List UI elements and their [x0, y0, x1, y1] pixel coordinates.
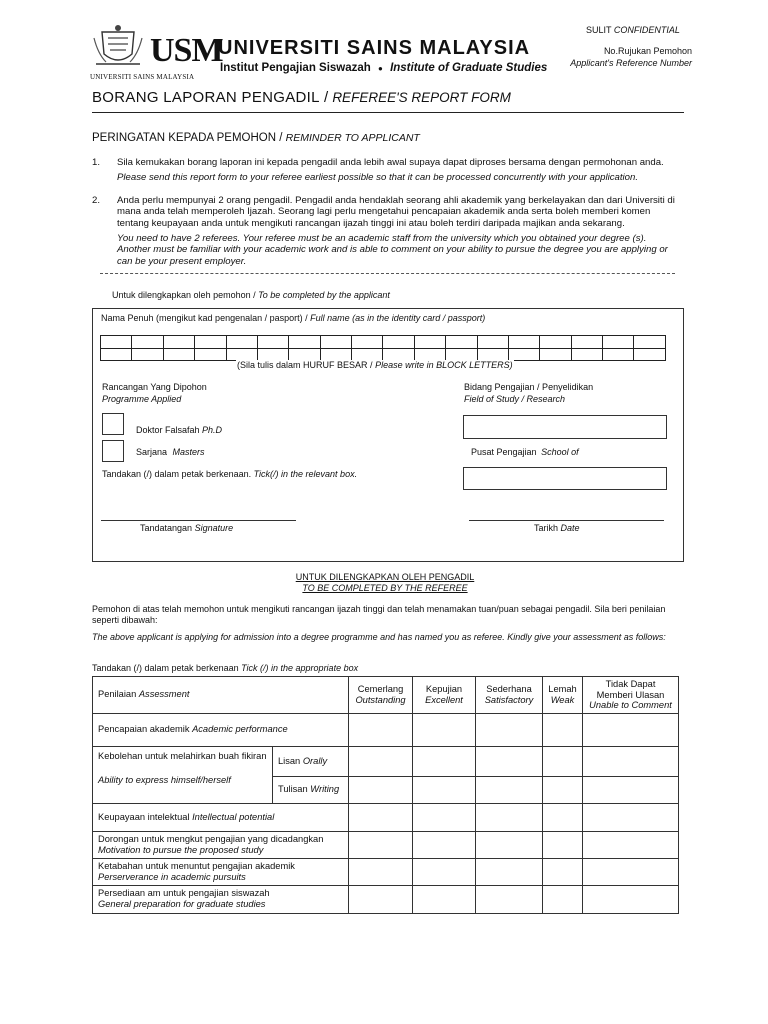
programme-ms: Rancangan Yang Dipohon: [102, 382, 207, 392]
tick-cell-unable[interactable]: [583, 713, 679, 746]
header-assessment: [93, 677, 349, 714]
perseverance-en: Perserverance in academic pursuits: [98, 871, 246, 882]
letter-cell[interactable]: [352, 348, 383, 361]
tick-cell-outstanding[interactable]: [349, 776, 413, 803]
motivation-ms: Dorongan untuk mengkut pengajian yang dicadangkan: [98, 833, 324, 844]
writing-ms: Tulisan: [278, 784, 308, 794]
tick-cell-excellent[interactable]: [413, 713, 476, 746]
school-en: School of: [541, 447, 579, 457]
col-outstanding-en: Outstanding: [355, 694, 406, 705]
signature-label: [140, 523, 233, 534]
tick-cell-unable[interactable]: [583, 831, 679, 858]
block-en: Please write in BLOCK LETTERS): [375, 360, 513, 370]
letter-cell[interactable]: [257, 336, 288, 349]
date-ms: Tarikh: [534, 523, 559, 533]
signature-line[interactable]: [101, 520, 296, 521]
grid-row[interactable]: [101, 336, 666, 349]
letter-cell[interactable]: [257, 348, 288, 361]
section-divider: [100, 273, 675, 274]
applicant-instruction-en: To be completed by the applicant: [258, 290, 390, 300]
letter-cell[interactable]: [101, 336, 132, 349]
letter-cell[interactable]: [289, 336, 320, 349]
date-label: [534, 523, 580, 534]
col-outstanding-ms: Cemerlang: [357, 683, 404, 694]
reminder-heading-ms: PERINGATAN KEPADA PEMOHON: [92, 132, 277, 144]
tick-cell-weak[interactable]: [543, 746, 583, 776]
letter-cell[interactable]: [383, 348, 414, 361]
row-label-preparation: [93, 885, 349, 913]
assessment-table: [92, 676, 678, 914]
letter-cell[interactable]: [414, 336, 445, 349]
letter-cell[interactable]: [352, 336, 383, 349]
letter-cell[interactable]: [603, 336, 634, 349]
assessment-tick-en: Tick (/) in the appropriate box: [241, 663, 359, 673]
academic-ms: Pencapaian akademik: [98, 724, 190, 734]
tick-cell-weak[interactable]: [543, 776, 583, 803]
signature-en: Signature: [194, 523, 234, 533]
masters-en: Masters: [172, 447, 205, 457]
sulit-text: SULIT: [586, 25, 612, 35]
col-unable-en: Unable to Comment: [589, 700, 672, 710]
row-label-writing: [273, 776, 349, 803]
masters-checkbox[interactable]: [102, 440, 124, 462]
usm-mark: USM: [150, 32, 223, 69]
letter-cell[interactable]: [132, 336, 163, 349]
preparation-en: General preparation for graduate studies: [98, 899, 266, 909]
masters-ms: Sarjana: [136, 447, 168, 457]
confidentiality-label: [586, 25, 680, 35]
letter-cell[interactable]: [163, 348, 194, 361]
table-header-row: [93, 677, 679, 714]
letter-cell[interactable]: [414, 348, 445, 361]
school-ms: Pusat Pengajian: [471, 447, 537, 457]
header-assessment-en: Assessment: [138, 689, 190, 700]
tick-cell-weak[interactable]: [543, 803, 583, 831]
bullet-icon: ●: [378, 64, 383, 73]
letter-cell[interactable]: [508, 336, 539, 349]
item-1-en: Please send this report form to your referee earliest possible so that it can be processed concurrently with your application.: [117, 172, 638, 183]
tick-cell-satisfactory[interactable]: [476, 803, 543, 831]
reminder-heading-en: REMINDER TO APPLICANT: [285, 132, 420, 144]
tick-cell-satisfactory[interactable]: [476, 746, 543, 776]
letter-cell[interactable]: [132, 348, 163, 361]
institute-en: Institute of Graduate Studies: [390, 62, 548, 74]
form-title: [92, 89, 511, 106]
letter-cell[interactable]: [634, 348, 666, 361]
title-ms: BORANG LAPORAN PENGADIL: [92, 89, 320, 106]
orally-en: Orally: [302, 755, 328, 766]
item-2-ms: Anda perlu mempunyai 2 orang pengadil. Pengadil anda hendaklah seorang ahli akademik yang berkelayakan dan dari Universiti di mana anda telah memperoleh Ijazah. Seorang lagi perlu mengetahui pencapaian akademik anda serta boleh memberi komen tentang keupayaan anda untuk mengikuti rancangan ijazah tinggi ini atau boleh terdiri daripada majikan anda sekarang.: [117, 195, 675, 229]
programme-en: Programme Applied: [102, 394, 182, 404]
row-label-intellect: [93, 803, 349, 831]
perseverance-ms: Ketabahan untuk menuntut pengajian akademik: [98, 860, 295, 871]
tick-cell-unable[interactable]: [583, 885, 679, 913]
fullname-label: [101, 313, 485, 324]
reference-en: Applicant's Reference Number: [570, 58, 692, 68]
tick-cell-outstanding[interactable]: [349, 746, 413, 776]
express-ms: Kebolehan untuk melahirkan buah fikiran: [98, 750, 267, 761]
tick-cell-excellent[interactable]: [413, 803, 476, 831]
item-1-ms: Sila kemukakan borang laporan ini kepada pengadil anda lebih awal supaya dapat diproses bersama dengan permohonan anda.: [117, 157, 664, 168]
tick-cell-excellent[interactable]: [413, 776, 476, 803]
letter-cell[interactable]: [226, 336, 257, 349]
field-of-study-input[interactable]: [463, 415, 667, 439]
letter-cell[interactable]: [446, 336, 477, 349]
block-ms: (Sila tulis dalam HURUF BESAR /: [237, 360, 373, 370]
programme-label: [102, 382, 207, 405]
fullname-ms: Nama Penuh (mengikut kad pengenalan / pasport) /: [101, 313, 308, 323]
writing-en: Writing: [310, 784, 340, 794]
letter-cell[interactable]: [508, 348, 539, 361]
reference-ms: No.Rujukan Pemohon: [603, 46, 692, 56]
col-unable-ms: Tidak Dapat Memberi Ulasan: [596, 679, 665, 700]
date-line[interactable]: [469, 520, 664, 521]
title-en: REFEREE'S REPORT FORM: [332, 90, 511, 105]
col-excellent-en: Excellent: [425, 694, 463, 705]
tick-cell-outstanding[interactable]: [349, 831, 413, 858]
tick-cell-satisfactory[interactable]: [476, 713, 543, 746]
university-name: UNIVERSITI SAINS MALAYSIA: [218, 37, 531, 59]
tick-cell-satisfactory[interactable]: [476, 885, 543, 913]
reminder-sep: /: [279, 132, 283, 144]
phd-ms: Doktor Falsafah: [136, 425, 200, 435]
tick-cell-outstanding[interactable]: [349, 885, 413, 913]
item-1-number: 1.: [92, 157, 101, 168]
usm-logo: [150, 33, 223, 69]
letter-cell[interactable]: [571, 348, 602, 361]
row-label-perseverance: [93, 858, 349, 885]
col-weak-en: Weak: [550, 694, 575, 705]
tick-en: Tick(/) in the relevant box.: [253, 469, 358, 479]
letter-cell[interactable]: [195, 336, 226, 349]
letter-cell[interactable]: [603, 348, 634, 361]
letter-cell[interactable]: [320, 336, 351, 349]
tick-ms: Tandakan (/) dalam petak berkenaan.: [102, 469, 252, 479]
confidential-text: CONFIDENTIAL: [613, 25, 680, 35]
assessment-tick-ms: Tandakan (/) dalam petak berkenaan: [92, 663, 239, 673]
preparation-ms: Persediaan am untuk pengajian siswazah: [98, 888, 270, 898]
letter-cell[interactable]: [383, 336, 414, 349]
row-label-orally: [273, 746, 349, 776]
header-weak: [543, 677, 583, 714]
assessment-tick-instruction: [92, 663, 358, 674]
tick-cell-outstanding[interactable]: [349, 713, 413, 746]
title-divider: [92, 112, 684, 113]
tick-cell-unable[interactable]: [583, 746, 679, 776]
field-of-study-label: [464, 382, 593, 405]
col-excellent-ms: Kepujian: [425, 683, 463, 694]
item-2-number: 2.: [92, 195, 101, 206]
row-label-express: [93, 746, 273, 803]
motivation-en: Motivation to pursue the proposed study: [98, 844, 264, 855]
referee-heading: [200, 572, 570, 594]
tick-cell-excellent[interactable]: [413, 858, 476, 885]
tick-instruction: [102, 469, 357, 480]
tick-cell-excellent[interactable]: [413, 746, 476, 776]
school-label: [471, 447, 579, 458]
title-sep: /: [323, 89, 329, 106]
letter-cell[interactable]: [540, 348, 571, 361]
table-row-intellect: [93, 803, 679, 831]
letter-cell[interactable]: [320, 348, 351, 361]
referee-intro-ms: Pemohon di atas telah memohon untuk mengikuti rancangan ijazah tinggi dan telah menamakan tuan/puan sebagai pengadil. Sila beri penilaian seperti dibawah:: [92, 604, 666, 626]
header-outstanding: [349, 677, 413, 714]
col-satisfactory-ms: Sederhana: [486, 683, 532, 694]
tick-cell-weak[interactable]: [543, 713, 583, 746]
institute-ms: Institut Pengajian Siswazah: [220, 62, 371, 74]
col-weak-ms: Lemah: [548, 683, 577, 694]
tick-cell-unable[interactable]: [583, 803, 679, 831]
letter-cell[interactable]: [540, 336, 571, 349]
tick-cell-unable[interactable]: [583, 858, 679, 885]
date-en: Date: [560, 523, 580, 533]
header-assessment-ms: Penilaian: [98, 689, 137, 700]
masters-label: [136, 447, 205, 458]
letter-cell[interactable]: [446, 348, 477, 361]
letter-cell[interactable]: [163, 336, 194, 349]
university-crest: [90, 24, 146, 70]
referee-intro-en: The above applicant is applying for admission into a degree programme and has named you as referee. Kindly give your assessment as follows:: [92, 632, 666, 642]
logo-caption: UNIVERSITI SAINS MALAYSIA: [90, 73, 195, 81]
signature-ms: Tandatangan: [140, 523, 193, 533]
applicant-instruction-ms: Untuk dilengkapkan oleh pemohon /: [112, 290, 256, 300]
tick-cell-satisfactory[interactable]: [476, 831, 543, 858]
letter-cell[interactable]: [226, 348, 257, 361]
tick-cell-unable[interactable]: [583, 776, 679, 803]
letter-cell[interactable]: [477, 336, 508, 349]
tick-cell-weak[interactable]: [543, 885, 583, 913]
letter-cell[interactable]: [101, 348, 132, 361]
header-unable: [583, 677, 679, 714]
referee-heading-en: TO BE COMPLETED BY THE REFEREE: [302, 583, 468, 593]
table-row-orally: [93, 746, 679, 776]
school-input[interactable]: [463, 467, 667, 490]
item-2-en: You need to have 2 referees. Your referee must be an academic staff from the university which you obtained your degree (s). Another must be familiar with your academic work and is able to comment on your ability to pursue the degree you are applying or can be your present employer.: [117, 233, 668, 267]
block-letters-note: [236, 360, 514, 371]
field-en: Field of Study / Research: [464, 394, 566, 404]
orally-ms: Lisan: [278, 755, 301, 766]
letter-cell[interactable]: [571, 336, 602, 349]
tick-cell-outstanding[interactable]: [349, 858, 413, 885]
intellect-ms: Keupayaan intelektual: [98, 811, 190, 822]
header-satisfactory: [476, 677, 543, 714]
tick-cell-excellent[interactable]: [413, 831, 476, 858]
phd-checkbox[interactable]: [102, 413, 124, 435]
tick-cell-excellent[interactable]: [413, 885, 476, 913]
applicant-instruction: [112, 290, 390, 301]
reminder-heading: [92, 132, 420, 144]
letter-cell[interactable]: [289, 348, 320, 361]
tick-cell-weak[interactable]: [543, 831, 583, 858]
header-excellent: [413, 677, 476, 714]
table-row-perseverance: [93, 858, 679, 885]
phd-en: Ph.D: [202, 425, 223, 435]
intellect-en: Intellectual potential: [192, 811, 275, 822]
table-row-motivation: [93, 831, 679, 858]
reference-number-label: [570, 46, 692, 68]
tick-cell-satisfactory[interactable]: [476, 858, 543, 885]
letter-cell[interactable]: [195, 348, 226, 361]
institute-line: [220, 62, 547, 74]
tick-cell-outstanding[interactable]: [349, 803, 413, 831]
fullname-letter-grid[interactable]: [100, 335, 666, 361]
field-ms: Bidang Pengajian / Penyelidikan: [464, 382, 594, 392]
letter-cell[interactable]: [477, 348, 508, 361]
referee-heading-ms: UNTUK DILENGKAPKAN OLEH PENGADIL: [295, 572, 475, 582]
table-row-academic: [93, 713, 679, 746]
letter-cell[interactable]: [634, 336, 666, 349]
express-en: Ability to express himself/herself: [98, 774, 231, 785]
phd-label: [136, 425, 222, 436]
tick-cell-satisfactory[interactable]: [476, 776, 543, 803]
table-row-preparation: [93, 885, 679, 913]
col-satisfactory-en: Satisfactory: [484, 694, 534, 705]
tick-cell-weak[interactable]: [543, 858, 583, 885]
grid-row[interactable]: [101, 348, 666, 361]
row-label-motivation: [93, 831, 349, 858]
academic-en: Academic performance: [192, 724, 288, 734]
fullname-en: Full name (as in the identity card / passport): [310, 313, 486, 323]
row-label-academic: [93, 713, 349, 746]
